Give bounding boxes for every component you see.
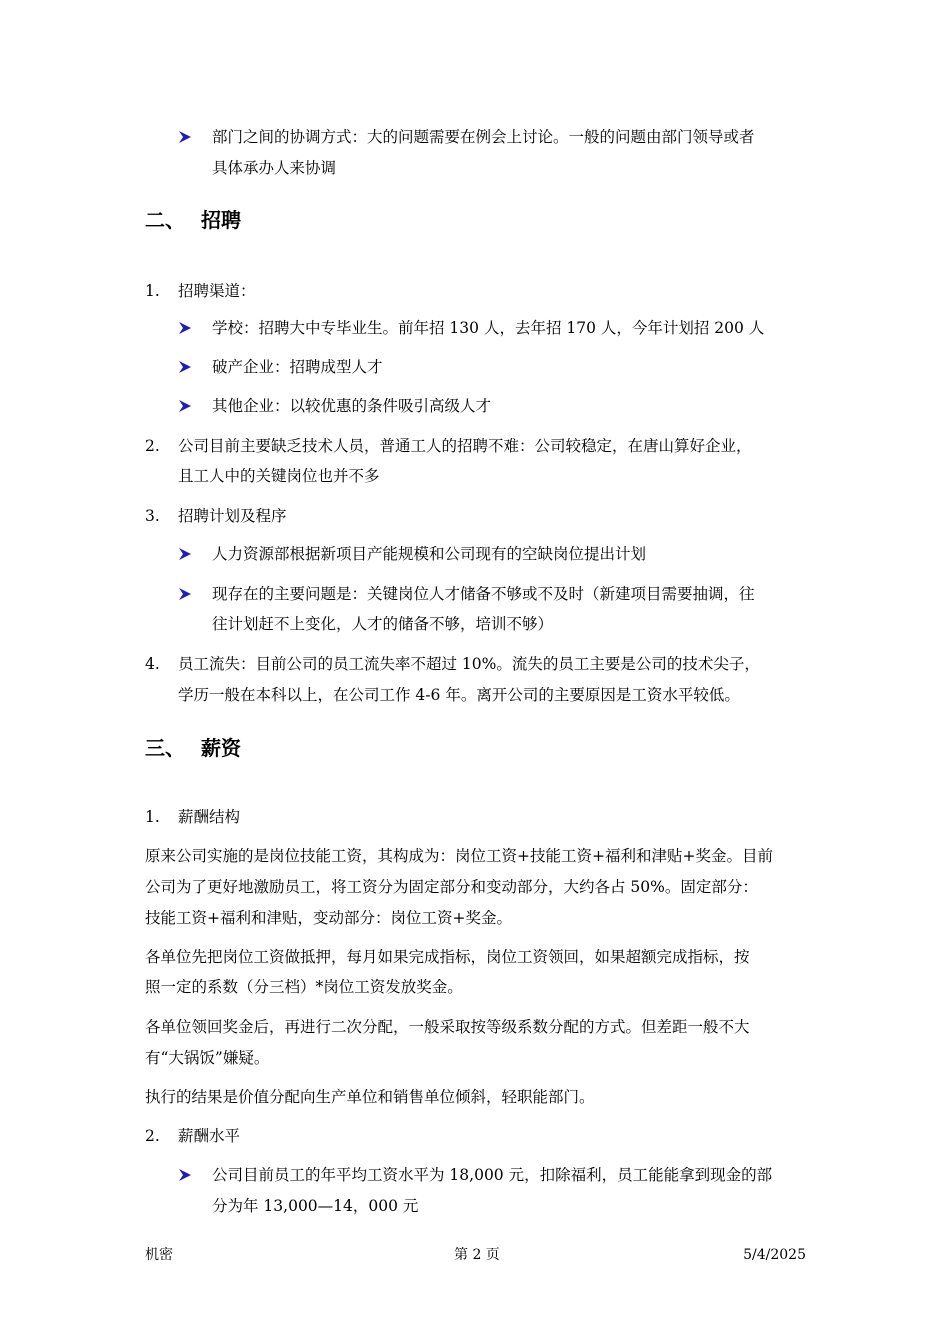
footer-date: 5/4/2025 bbox=[743, 1247, 806, 1263]
main-problem-line2: 往计划赶不上变化，人才的储备不够，培训不够） bbox=[212, 615, 554, 633]
avg-wage-line1: 公司目前员工的年平均工资水平为 18,000 元，扣除福利，员工能能拿到现金的部 bbox=[212, 1166, 773, 1184]
arrowhead-bullet-icon bbox=[178, 1168, 192, 1182]
arrowhead-bullet-icon bbox=[178, 360, 192, 374]
paragraph-line: 照一定的系数（分三档）*岗位工资发放奖金。 bbox=[145, 978, 463, 996]
pay-level-label: 薪酬水平 bbox=[178, 1127, 241, 1145]
paragraph-line: 各单位先把岗位工资做抵押，每月如果完成指标，岗位工资领回，如果超额完成指标，按 bbox=[145, 948, 750, 966]
footer-confidential: 机密 bbox=[145, 1247, 173, 1263]
footer-page-number: 第 2 页 bbox=[454, 1247, 500, 1263]
coordination-bullet-line1: 部门之间的协调方式：大的问题需要在例会上讨论。一般的问题由部门领导或者 bbox=[212, 128, 755, 146]
list-item: 学校：招聘大中专毕业生。前年招 130 人，去年招 170 人，今年计划招 200 人 bbox=[212, 319, 765, 337]
avg-wage-line2: 分为年 13,000—14，000 元 bbox=[212, 1197, 419, 1215]
section-heading-recruitment bbox=[145, 207, 241, 233]
list-number: 3. bbox=[145, 507, 160, 525]
arrowhead-bullet-icon bbox=[178, 547, 192, 561]
turnover-line1: 员工流失：目前公司的员工流失率不超过 10%。流失的员工主要是公司的技术尖子， bbox=[178, 655, 760, 673]
arrowhead-bullet-icon bbox=[178, 130, 192, 144]
paragraph-line: 有“大锅饭”嫌疑。 bbox=[145, 1049, 270, 1067]
section-title: 薪资 bbox=[201, 736, 241, 760]
coordination-bullet-line2: 具体承办人来协调 bbox=[212, 159, 337, 177]
recruitment-plan-label: 招聘计划及程序 bbox=[178, 507, 287, 525]
paragraph-line: 公司为了更好地激励员工，将工资分为固定部分和变动部分，大约各占 50%。固定部分： bbox=[145, 878, 758, 896]
paragraph-line: 技能工资+福利和津贴，变动部分：岗位工资+奖金。 bbox=[145, 909, 512, 927]
paragraph-line: 原来公司实施的是岗位技能工资，其构成为：岗位工资+技能工资+福利和津贴+奖金。目前 bbox=[145, 847, 773, 865]
list-number: 2. bbox=[145, 1127, 160, 1145]
paragraph-line: 各单位领回奖金后，再进行二次分配，一般采取按等级系数分配的方式。但差距一般不大 bbox=[145, 1018, 750, 1036]
section-number: 三、 bbox=[145, 736, 185, 760]
list-item: 人力资源部根据新项目产能规模和公司现有的空缺岗位提出计划 bbox=[212, 545, 647, 563]
list-item: 其他企业：以较优惠的条件吸引高级人才 bbox=[212, 397, 492, 415]
section-title: 招聘 bbox=[201, 208, 241, 232]
section-number: 二、 bbox=[145, 208, 185, 232]
main-problem-line1: 现存在的主要问题是：关键岗位人才储备不够或不及时（新建项目需要抽调，往 bbox=[212, 585, 755, 603]
arrowhead-bullet-icon bbox=[178, 399, 192, 413]
list-number: 1. bbox=[145, 282, 160, 300]
list-number: 4. bbox=[145, 655, 160, 673]
turnover-line2: 学历一般在本科以上，在公司工作 4-6 年。离开公司的主要原因是工资水平较低。 bbox=[178, 686, 740, 704]
list-number: 1. bbox=[145, 808, 160, 826]
arrowhead-bullet-icon bbox=[178, 321, 192, 335]
list-item: 破产企业：招聘成型人才 bbox=[212, 358, 383, 376]
pay-structure-label: 薪酬结构 bbox=[178, 808, 241, 826]
arrowhead-bullet-icon bbox=[178, 587, 192, 601]
list-number: 2. bbox=[145, 437, 160, 455]
tech-shortage-line2: 且工人中的关键岗位也并不多 bbox=[178, 467, 380, 485]
paragraph-line: 执行的结果是价值分配向生产单位和销售单位倾斜，轻职能部门。 bbox=[145, 1088, 595, 1106]
section-heading-salary bbox=[145, 735, 241, 761]
tech-shortage-line1: 公司目前主要缺乏技术人员，普通工人的招聘不难：公司较稳定，在唐山算好企业， bbox=[178, 437, 752, 455]
recruitment-channels-label: 招聘渠道： bbox=[178, 282, 256, 300]
